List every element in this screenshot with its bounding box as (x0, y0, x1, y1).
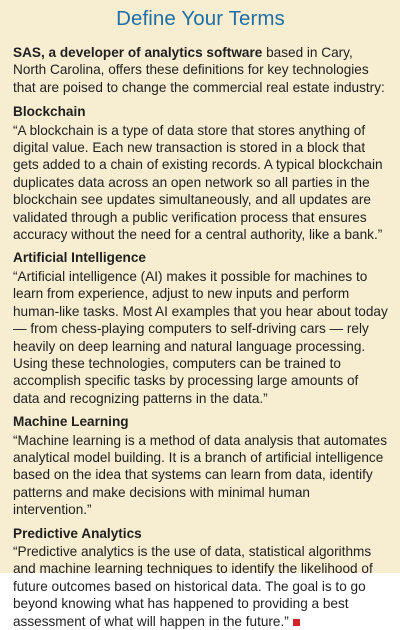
intro-text: based in Cary, North Carolina, offers these definitions for key technologies that are poised to change the commercial real estate industry: (13, 45, 385, 95)
term-heading-machine-learning: Machine Learning (13, 414, 129, 430)
term-predictive-analytics (13, 525, 388, 630)
term-blockchain (13, 103, 388, 243)
intro-lead: SAS, a developer of analytics software (13, 45, 263, 60)
page-title: Define Your Terms (116, 7, 285, 30)
term-definition-predictive-analytics (13, 543, 388, 630)
red-square-end-mark-icon (293, 619, 300, 626)
term-machine-learning (13, 413, 388, 518)
term-heading-blockchain: Blockchain (13, 104, 86, 120)
term-definition-predictive-analytics-text: “Predictive analytics is the use of data, statistical algorithms and machine learning techniques to identify the likelihood of future outcomes based on historical data. The goal is to go beyond knowing what has happened to providing a best assessment of what will happen in the future.” (13, 543, 373, 629)
term-heading-artificial-intelligence: Artificial Intelligence (13, 250, 146, 266)
term-definition-blockchain: “A blockchain is a type of data store that stores anything of digital value. Each new transaction is stored in a block that gets added to a chain of existing records. A typical blockchain duplicates data across an open network so all parties in the blockchain see updates simultaneously, and all updates are validated through a public verification process that ensures accuracy without the need for a central authority, like a bank.” (13, 122, 383, 243)
term-artificial-intelligence (13, 249, 388, 407)
term-definition-machine-learning: “Machine learning is a method of data analysis that automates analytical model building. It is a branch of artificial intelligence based on the idea that systems can learn from data, identify patterns and make decisions with minimal human intervention.” (13, 432, 388, 518)
term-heading-predictive-analytics: Predictive Analytics (13, 525, 142, 541)
intro-paragraph (13, 44, 388, 96)
term-definition-artificial-intelligence: “Artificial intelligence (AI) makes it possible for machines to learn from experience, adjust to new inputs and perform human-like tasks. Most AI examples that you hear about today — from chess-playing computers to self-driving cars — rely heavily on deep learning and natural language processing. Using these technologies, computers can be trained to accomplish specific tasks by processing large amounts of data and recognizing patterns in the data.” (13, 268, 388, 406)
